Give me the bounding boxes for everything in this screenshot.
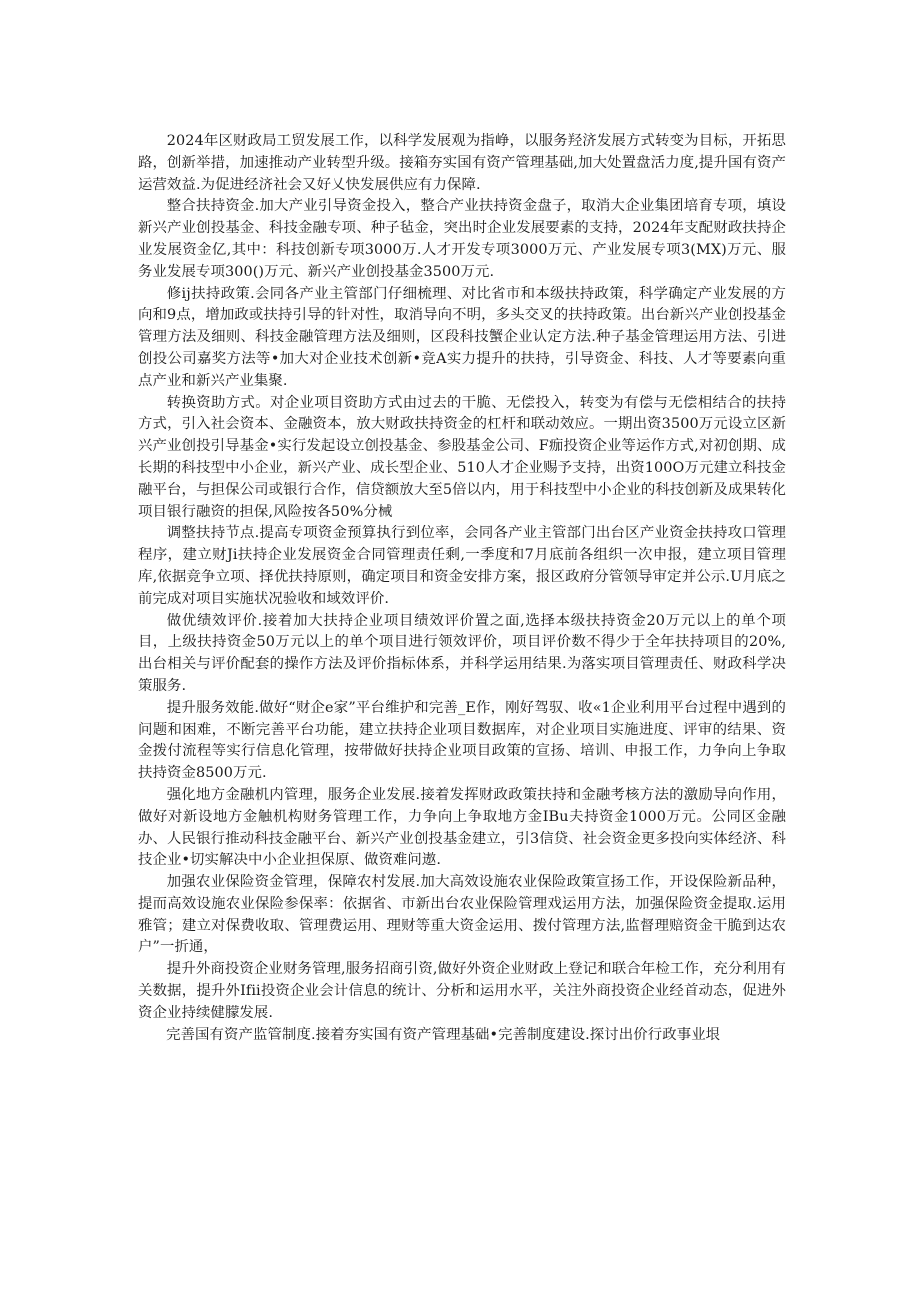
- paragraph-local-finance: 强化地方金融机内管理，服务企业发展.接着发挥财政政策扶持和金融考核方法的激励导向作用，做好对新设地方金触机构财务管理工作，力争向上争取地方金IBu夫持资金1000万元。公同区金融办、人民银行推动科技金融平台、新兴产业创投基金建立，引3信贷、社会资金更多投向实体经济、科技企业•切实解决中小企业担保原、做资难问遨.: [138, 786, 786, 869]
- paragraph-funding-method: 转换资助方式。对企业项目资助方式由过去的干脆、无偿投入，转变为有偿与无偿相结合的扶持方式，引入社会资本、金融资本，放大财政扶持资金的杠杆和联动效应。一期出资3500万元设立区新兴产业创投引导基金•实行发起设立创投基金、参股基金公司、F痂投资企业等运作方式,对初创期、成长期的科技型中小企业，新兴产业、成长型企业、510人才企业赐予支持，出资100O万元建立科技金融平台，与担保公司或银行合作，信贷额放大至5倍以内，用于科技型中小企业的科技创新及成果转化项目银行融资的担保,风险按各50%分械: [138, 394, 786, 520]
- paragraph-revise-policy: 修ij扶持政策.会同各产业主管部门仔细梳理、对比省市和本级扶持政策，科学确定产业发展的方向和9点，增加政或扶持引导的针对性，取消导向不明，多头交叉的扶持政策。出台新兴产业创投基金管理方法及细则、科技金融管理方法及细则，区段科技蟹企业认定方法.种子基金管理运用方法、引进创投公司嘉奖方法等•加大对企业技术创新•竞A实力提升的扶持，引导资金、科技、人才等要素向重点产业和新兴产业集聚.: [138, 285, 786, 389]
- paragraph-integrate-funds: 整合扶持资金.加大产业引导资金投入，整合产业扶持资金盘子，取消大企业集团培育专项，填设新兴产业创投基金、科技金融专项、种子毡金，突出时企业发展要素的支持，2024年支配财政扶持企业发展资金亿,其中：科技创新专项3000万.人才开发专项3000万元、产业发展专项3(MX)万元、服务业发展专项300()万元、新兴产业创投基金3500万元.: [138, 198, 786, 280]
- paragraph-adjust-nodes: 调整扶持节点.提高专项资金预算执行到位率，会同各产业主管部门出台区产业资金扶持攻口管理程序，建立财Ji扶持企业发展资金合同管理责任剩,一季度和7月底前各组织一次申报，建立项目管理库,依据竞争立项、择优扶持原则，确定项目和资金安排方案，报区政府分管领导审定并公示.U月底之前完成对项目实施状况验收和域效评价.: [138, 525, 786, 607]
- paragraph-state-assets: 完善国有资产监管制度.接着夯实国有资产管理基础•完善制度建设.探讨出价行政事业垠: [166, 1026, 721, 1043]
- paragraph-foreign-investment: 提升外商投资企业财务管理,服务招商引资,做好外资企业财政上登记和联合年检工作，充分利用有关数据，提升外Ifii投资企业会计信息的统计、分析和运用水平，关注外商投资企业经首动态，促进外资企业持续健朦发展.: [138, 961, 786, 1021]
- paragraph-agri-insurance: 加强农业保险资金管理，保障农村发展.加大高效设施农业保险政策宣扬工作，开设保险新品种，提而高效设施农业保险参保率：依据省、市新出台农业保险管理戏运用方法，加强保险资金提取.运用雅管；建立对保费收取、管理费运用、理财等重大资金运用、拨付管理方法,监督理赔资金干脆到达农户”一折通，: [138, 874, 786, 956]
- paragraph-intro: 2024年区财政局工贸发展工作，以科学发展观为指峥，以服务羟济发展方式转变为目标，开拓思路，创新举措，加速推动产业转型升级。接箱夯实国有资产管理基础,加大处置盘活力度,提升国有资产运营效益.为促进经济社会又好乂快发展供应有力保障.: [138, 133, 786, 193]
- document-body: [138, 131, 786, 1046]
- paragraph-performance-evaluation: 做优绩效评价.接着加大扶持企业项目绩效评价置之面,选择本级扶持资金20万元以上的单个项目，上级扶持资金50万元以上的单个项目进行领效评价，项目评价数不得少于全年扶持项目的20%,出台相关与评价配套的操作方法及评价指标体系，并科学运用结果.为落实项目管理责任、财政科学决策服务.: [138, 612, 786, 694]
- paragraph-service-efficiency: 提升服务效能.做好“财企e家”平台维护和完善_E作，刚好驾驭、收«1企业利用平台过程中遇到的问题和困难，不断完善平台功能，建立扶持企业项目数据库，对企业项目实施进度、评审的结果、资金拨付流程等实行信息化管理，按带做好扶持企业项目政策的宣扬、培训、申报工作，力争向上争取扶持资金8500万元.: [138, 699, 786, 782]
